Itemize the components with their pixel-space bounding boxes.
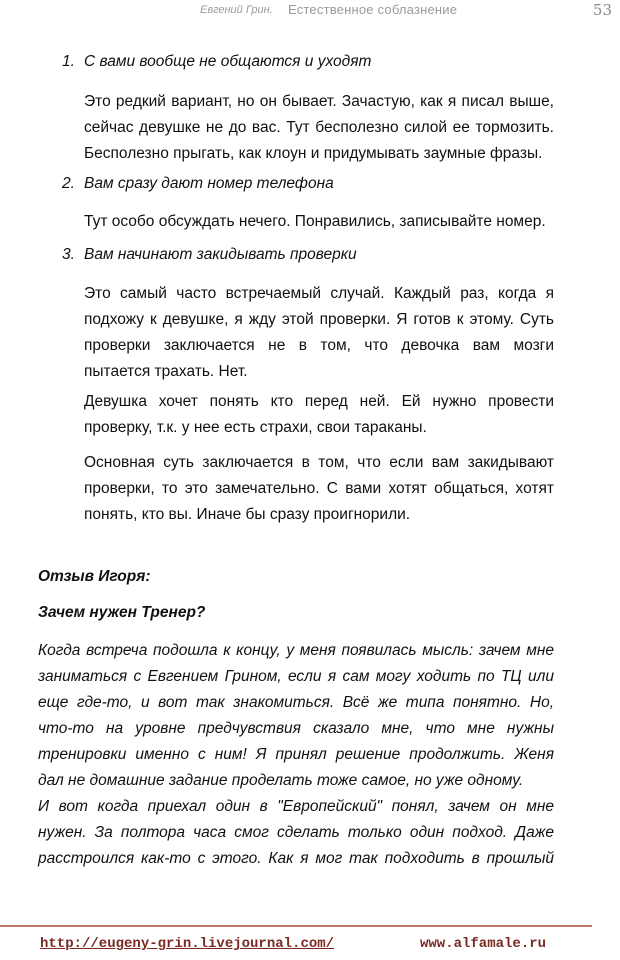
page-number: 53: [592, 1, 612, 19]
text-line: нужен. За полтора часа смог сделать только один подход. Даже: [38, 824, 554, 841]
review-heading: Отзыв Игоря:: [38, 568, 151, 585]
footer-site-link[interactable]: www.alfamale.ru: [420, 936, 547, 952]
review-paragraph: [38, 794, 554, 872]
review-paragraph: [38, 638, 554, 794]
text-line: тренировки именно с ним! Я принял решение продолжить. Женя: [38, 746, 554, 763]
footer-divider: [0, 925, 592, 927]
paragraph: [84, 281, 554, 385]
text-line: расстроился как-то с этого. Как я мог так подходить в прошлый: [38, 850, 554, 867]
text-line: проверки, то это замечательно. С вами хотят общаться, хотят: [84, 480, 554, 497]
text-line: понять, кто вы. Иначе бы сразу проигнорили.: [84, 506, 411, 523]
text-line: сейчас девушке не до вас. Тут бесполезно силой ее тормозить.: [84, 119, 554, 136]
list-item-title: Вам начинают закидывать проверки: [84, 246, 357, 263]
text-line: заниматься с Евгением Грином, если я сам могу ходить по ТЦ или: [38, 668, 554, 685]
list-item-title: С вами вообще не общаются и уходят: [84, 53, 372, 70]
list-item-number: 3.: [62, 246, 75, 263]
list-item-number: 1.: [62, 53, 75, 70]
text-line: И вот когда приехал один в "Европейский" понял, зачем он мне: [38, 798, 554, 815]
text-line: Тут особо обсуждать нечего. Понравились, записывайте номер.: [84, 213, 546, 230]
text-line: проверку, т.к. у нее есть страхи, свои тараканы.: [84, 419, 427, 436]
text-line: Когда встреча подошла к концу, у меня появилась мысль: зачем мне: [38, 642, 554, 659]
text-line: проверки заключается не в том, что девочка вам мозги: [84, 337, 554, 354]
list-item-heading: [62, 246, 357, 264]
text-line: Девушка хочет понять кто перед ней. Ей нужно провести: [84, 393, 554, 410]
footer-livejournal-link[interactable]: http://eugeny-grin.livejournal.com/: [40, 936, 335, 952]
text-line: Бесполезно прыгать, как клоун и придумывать заумные фразы.: [84, 145, 543, 162]
text-line: что-то на уровне предчувствия сказало мне, что мне нужны: [38, 720, 554, 737]
paragraph: [84, 389, 554, 441]
list-item-title: Вам сразу дают номер телефона: [84, 175, 334, 192]
paragraph: [84, 209, 554, 235]
text-line: Это редкий вариант, но он бывает. Зачастую, как я писал выше,: [84, 93, 554, 110]
header-author: Евгений Грин.: [200, 4, 273, 16]
text-line: дал не домашние задание проделать тоже самое, но уже одному.: [38, 772, 524, 789]
list-item-heading: [62, 53, 371, 71]
list-item-heading: [62, 175, 334, 193]
review-subheading: Зачем нужен Тренер?: [38, 604, 206, 621]
paragraph: [84, 450, 554, 528]
text-line: пытается трахать. Нет.: [84, 363, 248, 380]
list-item-number: 2.: [62, 175, 75, 192]
text-line: Это самый часто встречаемый случай. Каждый раз, когда я: [84, 285, 554, 302]
text-line: подхожу к девушке, я жду этой проверки. Я готов к этому. Суть: [84, 311, 554, 328]
text-line: Основная суть заключается в том, что если вам закидывают: [84, 454, 554, 471]
text-line: еще где-то, и вот так знакомиться. Всё же типа понятно. Но,: [38, 694, 554, 711]
paragraph: [84, 89, 554, 167]
header-book-title: Естественное соблазнение: [288, 2, 458, 17]
page-header: [0, 0, 620, 24]
